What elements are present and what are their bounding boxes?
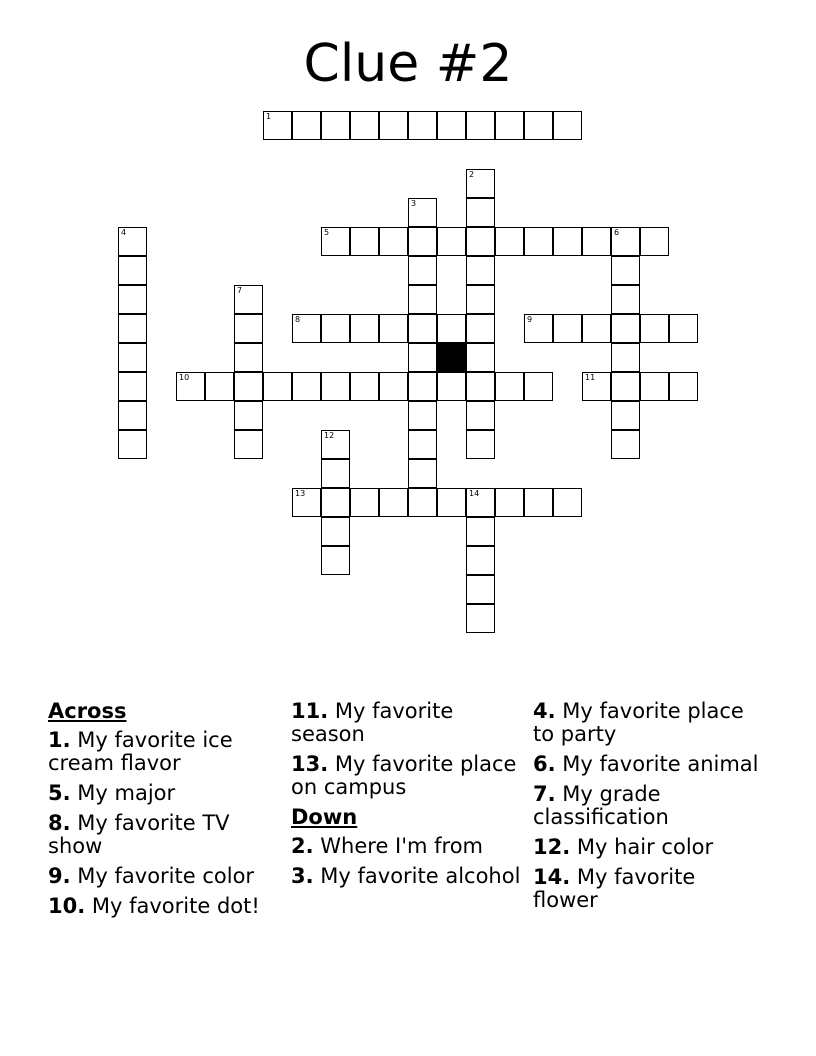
cell-number: 3 [411, 199, 417, 208]
clue-across-13: 13. My favorite place on campus [291, 752, 517, 799]
grid-cell[interactable] [118, 227, 147, 256]
grid-cell[interactable] [379, 488, 408, 517]
grid-cell[interactable] [553, 488, 582, 517]
cell-number: 12 [324, 431, 335, 440]
grid-cell[interactable] [611, 343, 640, 372]
cell-number: 7 [237, 286, 243, 295]
grid-cell[interactable] [118, 256, 147, 285]
grid-cell[interactable] [640, 372, 669, 401]
cell-number: 14 [469, 489, 480, 498]
grid-cell[interactable] [118, 430, 147, 459]
grid-cell[interactable] [321, 111, 350, 140]
grid-cell[interactable] [437, 227, 466, 256]
clue-across-8: 8. My favorite TV show [48, 811, 230, 858]
clue-across-5: 5. My major [48, 781, 176, 805]
grid-cell[interactable] [466, 111, 495, 140]
grid-cell[interactable] [466, 430, 495, 459]
grid-cell[interactable] [524, 227, 553, 256]
grid-cell[interactable] [466, 256, 495, 285]
cell-number: 8 [295, 315, 301, 324]
grid-cell[interactable] [611, 372, 640, 401]
grid-cell[interactable] [524, 314, 553, 343]
grid-cell[interactable] [292, 314, 321, 343]
clue-across-10: 10. My favorite dot! [48, 894, 260, 918]
grid-cell[interactable] [669, 314, 698, 343]
clue-column-1 [48, 700, 278, 925]
clue-down-12: 12. My hair color [533, 835, 714, 859]
clue-down-7: 7. My grade classification [533, 782, 669, 829]
grid-cell[interactable] [118, 285, 147, 314]
cell-number: 2 [469, 170, 475, 179]
grid-cell[interactable] [408, 372, 437, 401]
grid-cell[interactable] [321, 517, 350, 546]
grid-cell[interactable] [611, 314, 640, 343]
grid-cell[interactable] [466, 546, 495, 575]
grid-cell[interactable] [553, 111, 582, 140]
grid-cell[interactable] [466, 227, 495, 256]
grid-cell[interactable] [611, 430, 640, 459]
puzzle-title: Clue #2 [303, 34, 513, 94]
grid-cell[interactable] [292, 372, 321, 401]
grid-cell[interactable] [611, 227, 640, 256]
grid-cell[interactable] [553, 227, 582, 256]
grid-cell[interactable] [669, 372, 698, 401]
grid-cell[interactable] [408, 285, 437, 314]
clue-across-11: 11. My favorite season [291, 699, 454, 746]
grid-cell[interactable] [466, 604, 495, 633]
grid-cell[interactable] [408, 198, 437, 227]
grid-cell[interactable] [582, 227, 611, 256]
grid-cell[interactable] [350, 111, 379, 140]
grid-cell[interactable] [234, 401, 263, 430]
grid-cell[interactable] [466, 198, 495, 227]
grid-cell[interactable] [176, 372, 205, 401]
cell-number: 13 [295, 489, 306, 498]
grid-cell[interactable] [466, 169, 495, 198]
clue-across-9: 9. My favorite color [48, 864, 255, 888]
grid-cell[interactable] [379, 227, 408, 256]
grid-cell[interactable] [263, 372, 292, 401]
grid-cell[interactable] [524, 372, 553, 401]
grid-cell[interactable] [466, 401, 495, 430]
grid-cell[interactable] [321, 227, 350, 256]
clue-down-14: 14. My favorite flower [533, 865, 696, 912]
grid-cell[interactable] [640, 227, 669, 256]
grid-cell[interactable] [263, 111, 292, 140]
grid-cell[interactable] [408, 430, 437, 459]
grid-cell[interactable] [292, 488, 321, 517]
grid-cell[interactable] [466, 343, 495, 372]
grid-cell[interactable] [205, 372, 234, 401]
grid-cell[interactable] [437, 372, 466, 401]
clue-across-1: 1. My favorite ice cream flavor [48, 728, 233, 775]
grid-cell[interactable] [437, 111, 466, 140]
black-square [437, 343, 466, 372]
grid-cell[interactable] [234, 285, 263, 314]
grid-cell[interactable] [466, 575, 495, 604]
grid-cell[interactable] [321, 430, 350, 459]
cell-number: 5 [324, 228, 330, 237]
grid-cell[interactable] [234, 372, 263, 401]
grid-cell[interactable] [118, 343, 147, 372]
grid-cell[interactable] [292, 111, 321, 140]
clue-down-3: 3. My favorite alcohol [291, 864, 521, 888]
grid-cell[interactable] [118, 401, 147, 430]
grid-cell[interactable] [437, 314, 466, 343]
grid-cell[interactable] [321, 459, 350, 488]
grid-cell[interactable] [408, 314, 437, 343]
grid-cell[interactable] [408, 111, 437, 140]
grid-cell[interactable] [379, 314, 408, 343]
grid-cell[interactable] [553, 314, 582, 343]
clue-down-6: 6. My favorite animal [533, 752, 759, 776]
grid-cell[interactable] [466, 285, 495, 314]
grid-cell[interactable] [408, 227, 437, 256]
grid-cell[interactable] [437, 488, 466, 517]
grid-cell[interactable] [234, 430, 263, 459]
cell-number: 9 [527, 315, 533, 324]
grid-cell[interactable] [408, 488, 437, 517]
clue-down-4: 4. My favorite place to party [533, 699, 744, 746]
grid-cell[interactable] [408, 459, 437, 488]
grid-cell[interactable] [408, 256, 437, 285]
clue-column-3 [533, 700, 763, 919]
grid-cell[interactable] [582, 314, 611, 343]
grid-cell[interactable] [611, 401, 640, 430]
grid-cell[interactable] [234, 314, 263, 343]
grid-cell[interactable] [118, 314, 147, 343]
grid-cell[interactable] [611, 256, 640, 285]
grid-cell[interactable] [495, 372, 524, 401]
grid-cell[interactable] [350, 314, 379, 343]
grid-cell[interactable] [582, 372, 611, 401]
grid-cell[interactable] [466, 372, 495, 401]
grid-cell[interactable] [234, 343, 263, 372]
cell-number: 1 [266, 112, 272, 121]
grid-cell[interactable] [495, 227, 524, 256]
down-heading: Down [291, 805, 358, 829]
grid-cell[interactable] [524, 488, 553, 517]
grid-cell[interactable] [118, 372, 147, 401]
grid-cell[interactable] [640, 314, 669, 343]
grid-cell[interactable] [611, 285, 640, 314]
clue-down-2: 2. Where I'm from [291, 834, 484, 858]
grid-cell[interactable] [379, 111, 408, 140]
grid-cell[interactable] [495, 111, 524, 140]
grid-cell[interactable] [495, 488, 524, 517]
cell-number: 6 [614, 228, 620, 237]
grid-cell[interactable] [379, 372, 408, 401]
grid-cell[interactable] [466, 314, 495, 343]
grid-cell[interactable] [408, 343, 437, 372]
grid-cell[interactable] [350, 488, 379, 517]
grid-cell[interactable] [321, 546, 350, 575]
grid-cell[interactable] [466, 517, 495, 546]
grid-cell[interactable] [408, 401, 437, 430]
cell-number: 4 [121, 228, 127, 237]
across-heading: Across [48, 699, 127, 723]
clue-column-2 [291, 700, 521, 895]
grid-cell[interactable] [350, 227, 379, 256]
grid-cell[interactable] [321, 372, 350, 401]
cell-number: 10 [179, 373, 190, 382]
grid-cell[interactable] [321, 488, 350, 517]
grid-cell[interactable] [524, 111, 553, 140]
cell-number: 11 [585, 373, 596, 382]
grid-cell[interactable] [350, 372, 379, 401]
grid-cell[interactable] [466, 488, 495, 517]
grid-cell[interactable] [321, 314, 350, 343]
